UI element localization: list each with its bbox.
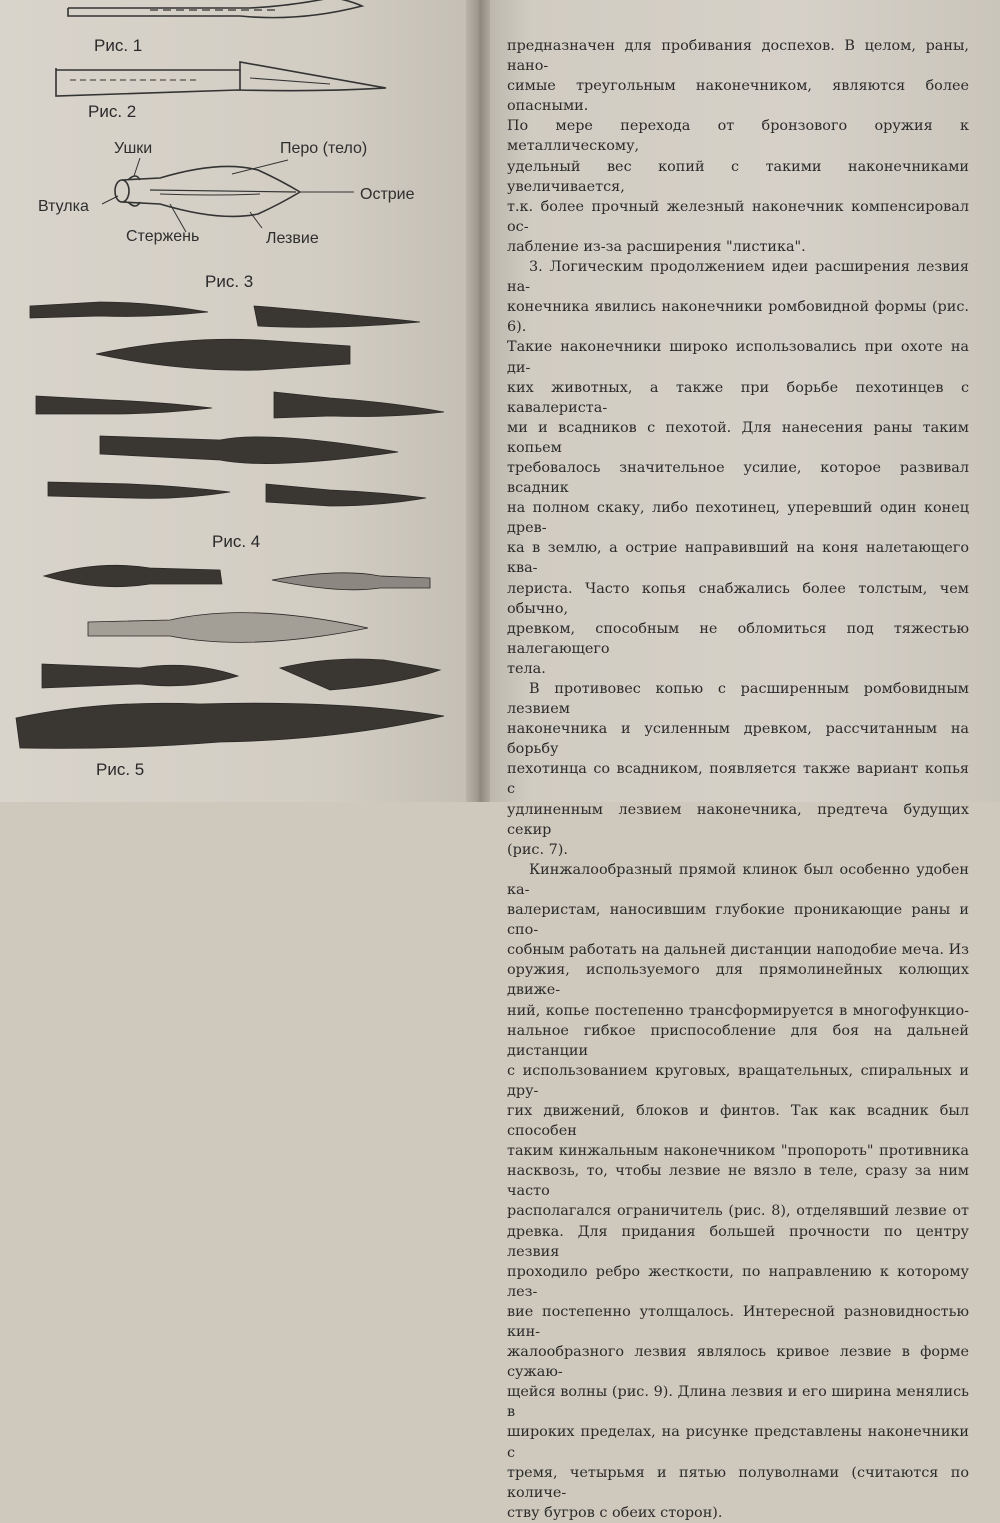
text-line: Такие наконечники широко использовались при охоте на ди- <box>507 339 969 376</box>
fig3-spearhead-anatomy <box>102 158 354 232</box>
text-line: оружия, используемого для прямолинейных колющих движе- <box>507 962 969 999</box>
label-ears: Ушки <box>114 140 153 157</box>
fig5-spearhead-2 <box>272 573 430 590</box>
fig4-spearhead-5 <box>274 392 444 418</box>
label-tip: Острие <box>360 186 415 203</box>
fig2-caption: Рис. 2 <box>88 102 137 121</box>
text-line: тела. <box>507 660 546 677</box>
fig5-spearhead-6 <box>16 703 444 748</box>
text-line: с использованием круговых, вращательных, спиральных и дру- <box>507 1062 969 1099</box>
label-rod: Стержень <box>126 228 200 245</box>
label-socket: Втулка <box>38 198 89 215</box>
fig4-spearhead-2 <box>254 306 420 327</box>
fig3-caption: Рис. 3 <box>205 272 254 291</box>
text-line: таким кинжальным наконечником "пропороть" противника <box>507 1143 969 1160</box>
text-line: В противовес копью с расширенным ромбовидным лезвием <box>507 681 969 718</box>
label-blade: Лезвие <box>266 230 319 247</box>
fig5-spearhead-5 <box>280 659 440 690</box>
text-line: пехотинца со всадником, появляется также вариант копья с <box>507 761 969 798</box>
label-blade-body: Перо (тело) <box>280 140 368 157</box>
text-line: конечника явились наконечники ромбовидной формы (рис. 6). <box>507 299 969 336</box>
fig2-spearhead-drawing <box>56 62 386 96</box>
text-line: нальное гибкое приспособление для боя на дальней дистанции <box>507 1022 969 1059</box>
fig4-spearhead-6 <box>100 436 398 464</box>
text-line: широких пределах, на рисунке представлены наконечники с <box>507 1424 969 1461</box>
text-line: ству бугров с обеих сторон). <box>507 1504 723 1521</box>
fig4-spearhead-1 <box>30 302 208 318</box>
text-line: симые треугольным наконечником, являются более опасными. <box>507 78 969 115</box>
text-line: 3. Логическим продолжением идеи расширения лезвия на- <box>507 259 969 296</box>
fig4-spearhead-8 <box>266 484 426 506</box>
text-line: ний, копье постепенно трансформируется в многофункцио- <box>507 1002 969 1019</box>
text-line: ми и всадников с пехотой. Для нанесения раны таким копьем <box>507 419 969 456</box>
text-line: располагался ограничитель (рис. 8), отделявший лезвие от <box>507 1203 969 1220</box>
body-text <box>507 36 969 1523</box>
fig5-caption: Рис. 5 <box>96 760 145 779</box>
fig5-spearhead-4 <box>42 664 238 688</box>
fig4-spearhead-3 <box>96 339 350 370</box>
fig4-spearhead-4 <box>36 396 212 414</box>
text-line: удельный вес копий с такими наконечниками увеличивается, <box>507 158 969 195</box>
text-line: древком, способным не обломиться под тяжестью налегающего <box>507 620 969 657</box>
text-line: лериста. Часто копья снабжались более толстым, чем обычно, <box>507 580 969 617</box>
text-line: ка в землю, а острие направивший на коня налетающего ква- <box>507 540 969 577</box>
text-line: т.к. более прочный железный наконечник компенсировал ос- <box>507 198 969 235</box>
text-line: По мере перехода от бронзового оружия к металлическому, <box>507 118 969 155</box>
text-line: собным работать на дальней дистанции наподобие меча. Из <box>507 942 969 959</box>
text-line: гих движений, блоков и финтов. Так как всадник был способен <box>507 1102 969 1140</box>
fig1-caption: Рис. 1 <box>94 36 143 55</box>
text-line: вие постепенно утолщалось. Интересной разновидностью кин- <box>507 1303 969 1340</box>
fig5-spearheads <box>16 565 444 748</box>
text-line: жалообразного лезвия являлось кривое лезвие в форме сужаю- <box>507 1344 969 1381</box>
fig4-spearhead-7 <box>48 482 230 498</box>
text-line: ких животных, а также при борьбе пехотинцев с кавалериста- <box>507 379 969 416</box>
text-line: древка. Для придания большей прочности по центру лезвия <box>507 1223 969 1260</box>
text-line: Кинжалообразный прямой клинок был особенно удобен ка- <box>507 861 969 898</box>
text-line: проходило ребро жесткости, по направлению к которому лез- <box>507 1263 969 1300</box>
text-line: лабление из-за расширения "листика". <box>507 238 806 255</box>
illustrations <box>0 0 470 802</box>
fig4-caption: Рис. 4 <box>212 532 261 551</box>
text-line: на полном скаку, либо пехотинец, уперевший один конец древ- <box>507 500 969 537</box>
text-line: щейся волны (рис. 9). Длина лезвия и его ширина менялись в <box>507 1384 969 1421</box>
text-line: насквозь, то, чтобы лезвие не вязло в теле, сразу за ним часто <box>507 1163 969 1200</box>
fig1-spearhead-drawing <box>68 0 362 18</box>
text-line: тремя, четырьмя и пятью полуволнами (считаются по количе- <box>507 1464 969 1501</box>
text-line: предназначен для пробивания доспехов. В целом, раны, нано- <box>507 38 969 75</box>
text-line: валеристам, наносившим глубокие проникающие раны и спо- <box>507 902 969 939</box>
fig5-spearhead-1 <box>44 565 222 586</box>
text-line: (рис. 7). <box>507 841 568 858</box>
fig4-spearheads <box>30 302 444 506</box>
text-line: требовалось значительное усилие, которое развивал всадник <box>507 459 969 497</box>
fig5-spearhead-3 <box>88 613 368 643</box>
text-line: удлиненным лезвием наконечника, предтеча будущих секир <box>507 801 969 838</box>
text-line: наконечника и усиленным древком, рассчитанным на борьбу <box>507 721 969 758</box>
